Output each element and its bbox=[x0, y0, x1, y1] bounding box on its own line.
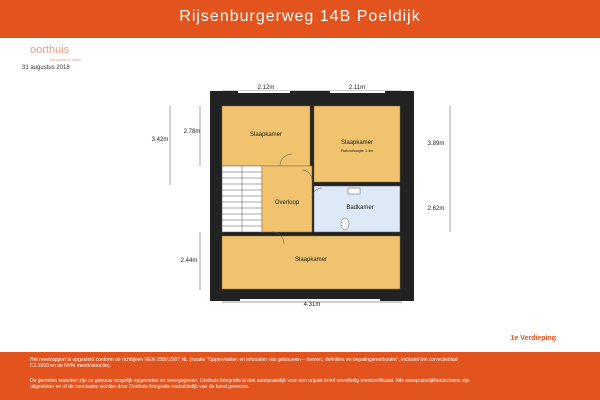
dim-bottom: 4.31m bbox=[303, 302, 321, 308]
room-label-landing: Overloop bbox=[274, 200, 300, 206]
room-label-bedroom-2: Slaapkamer bbox=[340, 140, 374, 146]
toilet-icon bbox=[341, 218, 349, 230]
logo-tagline: fotografie & video bbox=[50, 57, 82, 62]
dim-left-outer: 3.42m bbox=[151, 137, 169, 143]
room-label-bathroom: Badkamer bbox=[346, 205, 374, 211]
dim-left-bottom: 2.44m bbox=[180, 258, 198, 264]
room-note-bedroom-2: Plafondhoogte: 2.4m bbox=[340, 149, 374, 153]
room-label-bedroom-3: Slaapkamer bbox=[294, 257, 328, 263]
footer-disclaimer-1: Het meetrapport is opgesteld conform de richtlijnen NEN 2580:2007 NL (inzake "Oppervlakten en inhouden van gebouwen – termen, definities en bepalingsmethoden", inclusief het correctieblad C1:2008 en de NVM meetinstructie). bbox=[30, 357, 458, 369]
sink-icon bbox=[348, 188, 360, 194]
dim-right-top: 3.89m bbox=[427, 141, 445, 147]
dim-left-inner: 2.78m bbox=[183, 129, 201, 135]
floor-label: 1e Verdieping bbox=[510, 335, 556, 342]
dim-right-bottom: 2.62m bbox=[427, 206, 445, 212]
room-landing bbox=[262, 166, 312, 232]
room-label-bedroom-1: Slaapkamer bbox=[249, 132, 283, 138]
dim-top-right: 2.11m bbox=[348, 85, 366, 91]
footer-bar bbox=[0, 352, 600, 400]
page-title: Rijsenburgerweg 14B Poeldijk bbox=[179, 8, 421, 25]
footer-disclaimer-2: De gemeten waarden zijn zo getrouw mogelijk opgemeten en weergegeven. Oorthuis fotografie is niet aansprakelijk voor een onjuist en/of onvolledig meetcertificaat. Alle aansprakelijkheidsclaims zijn uitgesloten en of de conclusies worden door Oorthuis fotografie nadrukkelijk van de hand gewezen. bbox=[30, 378, 470, 390]
report-date: 31 augustus 2018 bbox=[22, 65, 70, 71]
logo-name: oorthuis bbox=[30, 44, 70, 56]
dim-top-left: 2.12m bbox=[257, 85, 275, 91]
